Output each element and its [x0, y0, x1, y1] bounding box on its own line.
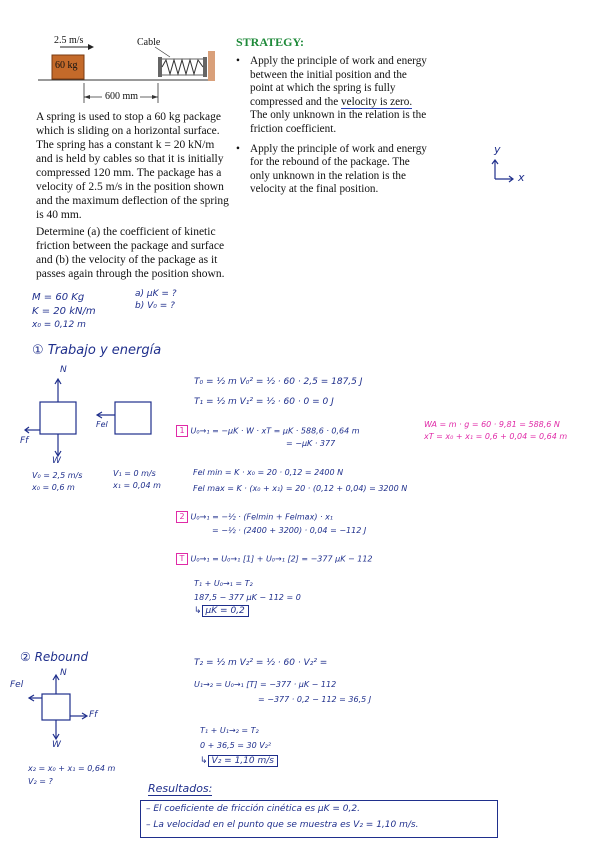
- tag-1: 1: [176, 425, 188, 437]
- wall-icon: [208, 51, 215, 81]
- part1-x1: x₁ = 0,04 m: [113, 481, 161, 490]
- mass-label: 60 kg: [55, 60, 78, 71]
- part1-Fmax: Fel max = K · (x₀ + x₁) = 20 · (0,12 + 0,04) = 3200 N: [193, 484, 408, 493]
- part1-eq2: 187,5 − 377 μK − 112 = 0: [194, 593, 301, 602]
- part2-T2: T₂ = ½ m V₂² = ½ · 60 · V₂² =: [194, 658, 328, 668]
- part1-spring-work: [176, 511, 333, 523]
- given-k: K = 20 kN/m: [32, 306, 96, 317]
- part2-eq1: T₁ + U₁→₂ = T₂: [200, 726, 259, 735]
- problem-statement: A spring is used to stop a 60 kg package which is sliding on a horizontal surface. The spring has a constant k = 20 kN/m and is held by cables so that it is initially compressed 120 mm. The package has a velocity of 2.5 m/s in the position shown and the maximum deflection of the spring is 40 mm.: [36, 111, 229, 221]
- results-line-1: – El coeficiente de fricción cinética es μK = 0,2.: [146, 804, 360, 814]
- strategy-title: STRATEGY:: [236, 35, 305, 49]
- part2-U12b: = −377 · 0,2 − 112 = 36,5 J: [258, 695, 372, 704]
- part1-spring-work-2: = −½ · (2400 + 3200) · 0,04 = −112 J: [212, 526, 367, 535]
- part1-friction-work: [176, 425, 360, 437]
- part1-title: ① Trabajo y energía: [32, 343, 162, 358]
- part2-result-box: V₂ = 1,10 m/s: [208, 755, 278, 767]
- fbd1-normal-label: N: [60, 365, 67, 375]
- tag-2: 2: [176, 511, 188, 523]
- part1-friction-work-2: = −μK · 377: [286, 439, 336, 448]
- strategy-item-2: • Apply the principle of work and energy for the rebound of the package. The only unknown in the relation is the velocity at the final position.: [236, 143, 432, 197]
- fbd2-weight-label: W: [52, 740, 61, 750]
- part1-eq1: T₁ + U₀→₁ = T₂: [194, 579, 253, 588]
- part1-weight: WA = m · g = 60 · 9,81 = 588,6 N: [424, 420, 560, 429]
- rebound-free-body-diagram: [10, 668, 120, 758]
- strategy-item-1-after: The only unknown in the relation is the friction coefficient.: [250, 109, 427, 135]
- problem-question: Determine (a) the coefficient of kinetic friction between the package and surface and (b) the velocity of the package as it passes again through the position shown.: [36, 226, 225, 280]
- fbd1-spring-label: Fel: [96, 420, 108, 429]
- tag-T: T: [176, 553, 188, 565]
- part2-v2: V₂ = ?: [28, 777, 53, 786]
- fbd2-spring-label: Fel: [10, 680, 24, 690]
- axis-x-label: x: [518, 171, 525, 184]
- free-body-diagrams: [20, 360, 160, 470]
- part1-result: ↳ μK = 0,2: [194, 606, 249, 616]
- part1-xT: xT = x₀ + x₁ = 0,6 + 0,04 = 0,64 m: [424, 432, 568, 441]
- problem-figure: [30, 33, 230, 108]
- fbd2-normal-label: N: [60, 668, 67, 678]
- given-a: a) μK = ?: [135, 289, 177, 299]
- spring-icon: [162, 60, 203, 74]
- strategy-item-1-text: Apply the principle of work and energy between the initial position and the point at which the spring is fully compressed and the: [250, 55, 427, 108]
- part1-friction-work-text: U₀→₁ = −μK · W · xT = μK · 588,6 · 0,64 m: [190, 426, 360, 436]
- fbd2-friction-label: Ff: [89, 710, 98, 720]
- strategy-item-1-underlined: velocity is zero.: [341, 95, 413, 108]
- results-line-2: – La velocidad en el punto que se muestra es V₂ = 1,10 m/s.: [146, 820, 419, 830]
- strategy-item-1: [236, 55, 432, 137]
- given-x0: x₀ = 0,12 m: [32, 320, 86, 330]
- axis-y-label: y: [494, 143, 501, 156]
- part1-result-box: μK = 0,2: [202, 605, 249, 617]
- part1-T1: T₁ = ½ m V₁² = ½ · 60 · 0 = 0 J: [194, 397, 334, 407]
- part2-U12: U₁→₂ = U₀→₁ [T] = −377 · μK − 112: [194, 680, 337, 689]
- part2-result: ↳ V₂ = 1,10 m/s: [200, 756, 278, 766]
- cable-label: Cable: [137, 37, 161, 48]
- distance-label: 600 mm: [105, 91, 139, 102]
- results-box: [140, 800, 498, 838]
- results-title: Resultados:: [148, 782, 213, 795]
- part1-total-work: [176, 553, 373, 565]
- part2-title: ② Rebound: [20, 650, 89, 664]
- part1-fbd: [20, 360, 160, 470]
- part1-v1: V₁ = 0 m/s: [113, 469, 156, 478]
- part1-T0: T₀ = ½ m V₀² = ½ · 60 · 2,5 = 187,5 J: [194, 377, 363, 387]
- part2-fbd: [10, 668, 120, 758]
- part1-spring-work-text: U₀→₁ = −½ · (Felmin + Felmax) · x₁: [190, 512, 334, 522]
- velocity-label: 2.5 m/s: [54, 35, 84, 46]
- given-b: b) V₀ = ?: [135, 301, 175, 311]
- part2-x2: x₂ = x₀ + x₁ = 0,64 m: [28, 764, 116, 773]
- part1-total-work-text: U₀→₁ = U₀→₁ [1] + U₀→₁ [2] = −377 μK − 112: [190, 554, 373, 564]
- given-mass: M = 60 Kg: [32, 292, 85, 303]
- part2-eq2: 0 + 36,5 = 30 V₂²: [200, 741, 272, 750]
- part1-x0: x₀ = 0,6 m: [32, 483, 75, 492]
- part1-v0: V₀ = 2,5 m/s: [32, 471, 83, 480]
- fbd1-weight-label: W: [52, 456, 61, 466]
- part1-Fmin: Fel min = K · x₀ = 20 · 0,12 = 2400 N: [193, 468, 344, 477]
- axes-sketch: [490, 143, 540, 187]
- fbd1-friction-label: Ff: [20, 436, 29, 446]
- strategy-list: [236, 55, 432, 203]
